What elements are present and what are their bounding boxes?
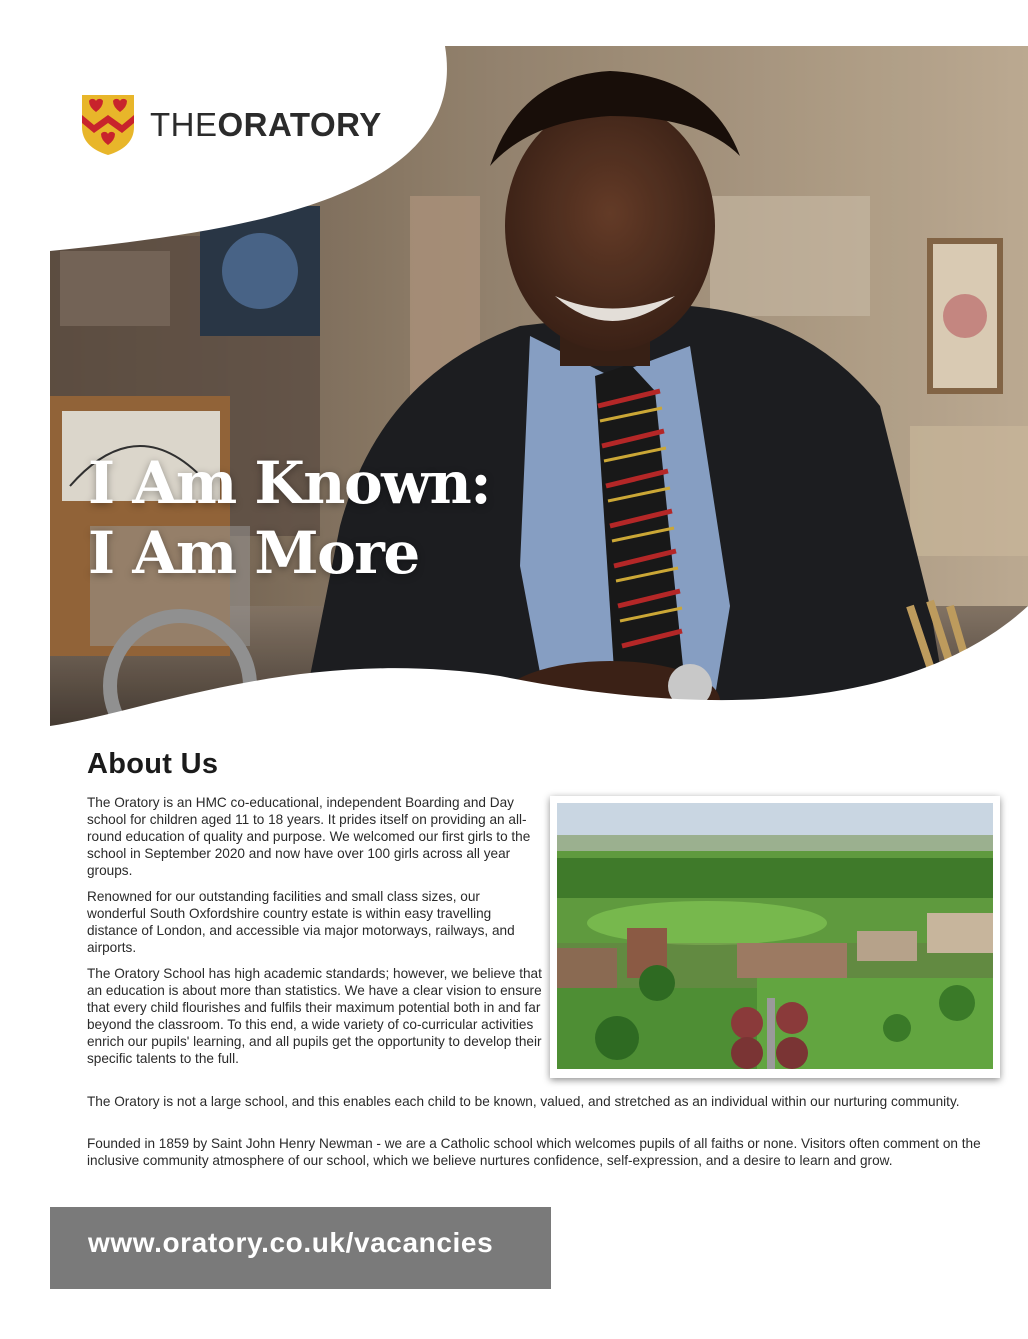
school-name-light: THE: [150, 106, 218, 143]
school-name: [150, 106, 382, 144]
hero-headline-line2: I Am More: [88, 519, 419, 587]
about-paragraph-2: Renowned for our outstanding facilities and small class sizes, our wonderful South Oxfordshire country estate is within easy travelling distance of London, and accessible via major motorways, railways, and airports.: [87, 889, 515, 955]
about-paragraph-4: The Oratory is not a large school, and this enables each child to be known, valued, and stretched as an individual within our nurturing community.: [87, 1094, 960, 1109]
school-name-bold: ORATORY: [217, 106, 382, 143]
hero-headline: [88, 448, 490, 588]
about-title: About Us: [87, 748, 219, 780]
hero-banner: [50, 46, 1028, 726]
about-paragraph-5: Founded in 1859 by Saint John Henry Newman - we are a Catholic school which welcomes pupils of all faiths or none. Visitors often comment on the inclusive community atmosphere of our school, which we believe nurtures confidence, self-expression, and a desire to learn and grow.: [87, 1136, 981, 1168]
school-logo[interactable]: [80, 93, 382, 157]
hero-headline-line1: I Am Known:: [88, 449, 491, 517]
vacancies-url-link[interactable]: www.oratory.co.uk/vacancies: [88, 1227, 494, 1258]
shield-crest-icon: [80, 93, 136, 157]
campus-aerial-image: [557, 803, 993, 1069]
about-paragraph-1: The Oratory is an HMC co-educational, independent Boarding and Day school for children aged 11 to 18 years. It prides itself on providing an all-round education of quality and purpose. We welcomed our first girls to the school in September 2020 and now have over 100 girls across all year groups.: [87, 795, 531, 878]
about-paragraph-3: The Oratory School has high academic standards; however, we believe that an education is about more than statistics. We have a clear vision to ensure that every child flourishes and fulfils their maximum potential both in and far beyond the classroom. To this end, a wide variety of co-curricular activities enrich our pupils' learning, and all pupils get the opportunity to develop their specific talents to the full.: [87, 966, 542, 1066]
campus-aerial-photo: [550, 796, 1000, 1078]
vacancies-url-banner: [50, 1207, 551, 1289]
